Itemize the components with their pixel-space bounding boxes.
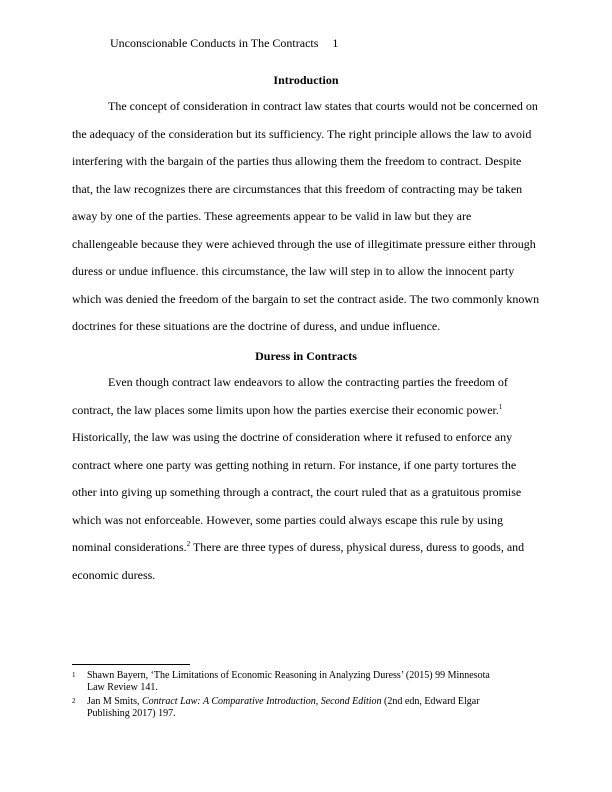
footnote-2 — [72, 696, 542, 720]
text-line: Even though contract law endeavors to allow the contracting parties the freedom of — [108, 375, 508, 389]
text-line: economic duress. — [72, 567, 156, 582]
paragraph-introduction — [72, 93, 542, 341]
footnote-text: Law Review 141. — [87, 682, 158, 693]
page-header — [110, 36, 338, 50]
footnote-ref-2[interactable]: 2 — [186, 540, 191, 548]
text-line: the adequacy of the consideration but its sufficiency. The right principle allows the law to avoid — [72, 126, 532, 141]
text-line — [72, 534, 542, 562]
page-number: 1 — [332, 36, 339, 50]
text-line: contract where one party was getting nothing in return. For instance, if one party tortures the — [72, 457, 517, 472]
footnote-text: Shawn Bayern, ‘The Limitations of Economic Reasoning in Analyzing Duress’ (2015) 99 Minnesota — [87, 670, 490, 681]
text-line: which was denied the freedom of the bargain to set the contract aside. The two commonly known — [72, 291, 540, 306]
footnote-ref-1[interactable]: 1 — [498, 402, 503, 411]
heading-duress-in-contracts: Duress in Contracts — [255, 349, 357, 363]
footnote-mark: 1 — [72, 671, 76, 679]
footnote-book-title: Contract Law: A Comparative Introduction, Second Edition — [142, 696, 382, 707]
text-segment: There are three types of duress, physical duress, duress to goods, and — [190, 540, 525, 554]
footnote-edition: (2nd edn, Edward Elgar — [381, 696, 480, 707]
text-line: Historically, the law was using the doctrine of consideration where it refused to enforce any — [72, 430, 513, 444]
text-line: challengeable because they were achieved through the use of illegitimate pressure either through — [72, 236, 536, 251]
text-line — [72, 397, 542, 425]
text-segment: contract, the law places some limits upon how the parties exercise their economic power. — [72, 402, 499, 417]
text-line: away by one of the parties. These agreements appear to be valid in law but they are — [72, 209, 472, 223]
footnote-separator — [72, 664, 190, 665]
running-title: Unconscionable Conducts in The Contracts — [110, 36, 319, 50]
footnote-text: Publishing 2017) 197. — [87, 708, 176, 719]
footnote-author: Jan M Smits, — [87, 696, 143, 707]
text-line: which was not enforceable. However, some parties could always escape this rule by using — [72, 512, 504, 527]
footnote-text — [72, 696, 542, 708]
paragraph-duress — [72, 369, 542, 589]
text-line: other into giving up something through a contract, the court ruled that as a gratuitous promise — [72, 485, 522, 499]
text-line: duress or undue influence. this circumstance, the law will step in to allow the innocent party — [72, 264, 515, 278]
text-segment: nominal considerations. — [72, 540, 187, 554]
footnote-1 — [72, 670, 542, 694]
footnote-mark: 2 — [72, 697, 76, 705]
text-line: The concept of consideration in contract law states that courts would not be concerned on — [108, 99, 538, 113]
text-line: that, the law recognizes there are circumstances that this freedom of contracting may be taken — [72, 181, 523, 196]
text-line: doctrines for these situations are the doctrine of duress, and undue influence. — [72, 319, 441, 333]
text-line: interfering with the bargain of the parties thus allowing them the freedom to contract. Despite — [72, 154, 522, 168]
heading-introduction: Introduction — [273, 73, 339, 87]
